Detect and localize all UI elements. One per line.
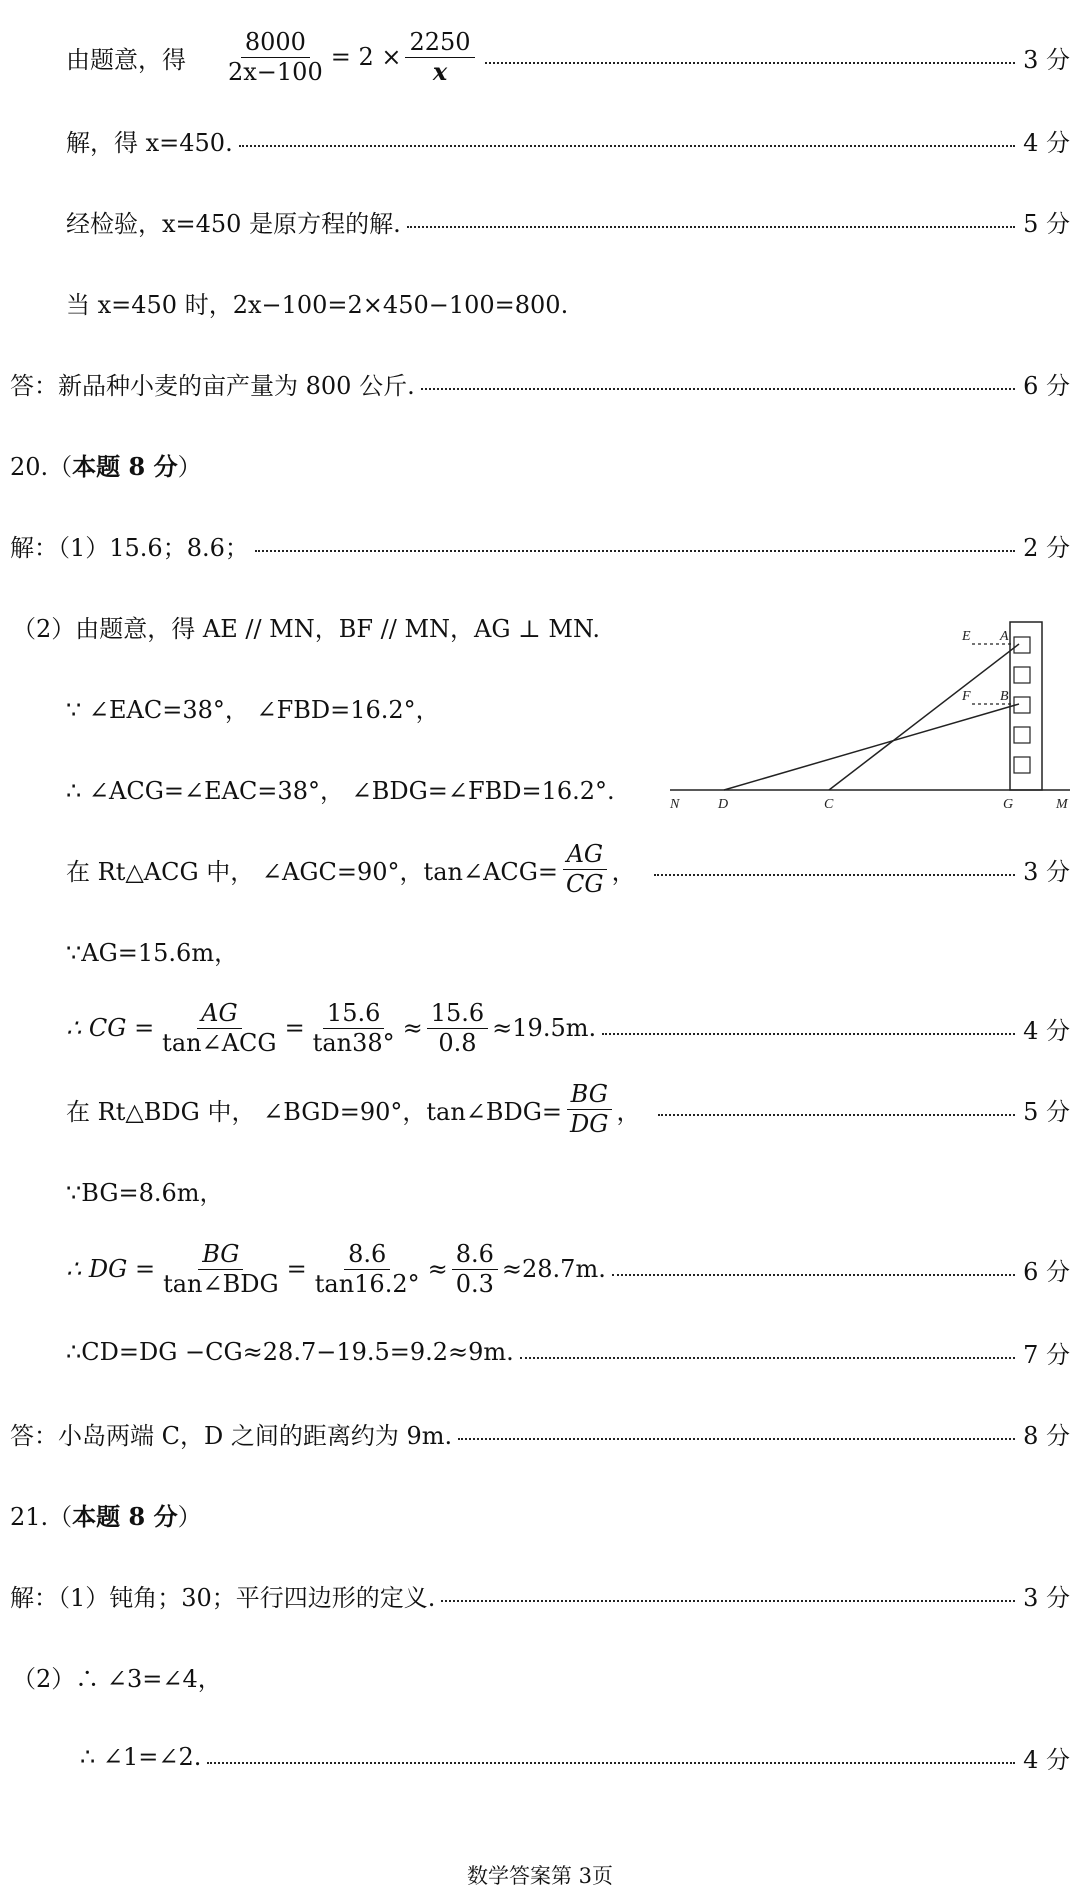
equation-middle: = 2 ×: [330, 43, 402, 71]
leader-dots: [612, 1274, 1015, 1276]
leader-dots: [239, 145, 1015, 147]
answer-line-4: [66, 284, 568, 320]
score-label: 3 分: [1023, 857, 1070, 886]
score-label: 6 分: [1023, 371, 1070, 400]
approx-sign: ≈: [427, 1255, 448, 1283]
line-text: 在 Rt△BDG 中， ∠BGD=90°，tan∠BDG=: [66, 1097, 563, 1126]
fraction: $\frac{2250}{x}$: [405, 28, 474, 87]
equation-lead: ∴ CG =: [66, 1014, 155, 1042]
line-text: 经检验，x=450 是原方程的解.: [66, 209, 401, 238]
line-text: （2）∴ ∠3=∠4，: [12, 1664, 222, 1693]
line-text: ∴ ∠ACG=∠EAC=38°， ∠BDG=∠FBD=16.2°.: [66, 776, 615, 805]
line-tail: ≈28.7m.: [501, 1255, 606, 1283]
line-ac: [829, 644, 1019, 790]
line-text: 答：新品种小麦的亩产量为 800 公斤.: [10, 371, 415, 400]
label-d: D: [718, 797, 729, 812]
equation-lead: ∴ DG =: [66, 1255, 156, 1283]
answer-line-11: [66, 932, 238, 968]
figure-svg: [662, 612, 1072, 812]
answer-line-1: [66, 22, 1070, 92]
question-title: 本题 8 分: [72, 1501, 178, 1531]
leader-dots: [458, 1438, 1015, 1440]
score-label: 5 分: [1023, 209, 1070, 238]
leader-dots: [654, 874, 1016, 876]
window: [1014, 727, 1030, 743]
label-a: A: [1000, 629, 1009, 644]
line-text: 当 x=450 时，2x−100=2×450−100=800.: [66, 290, 569, 319]
label-b: B: [1000, 689, 1009, 704]
fraction: $\frac{8000}{2x-100}$: [228, 27, 323, 86]
leader-dots: [441, 1600, 1015, 1602]
question-20-heading: [10, 446, 202, 482]
line-text: ∵ ∠EAC=38°， ∠FBD=16.2°，: [66, 695, 440, 724]
window: [1014, 757, 1030, 773]
leader-dots: [658, 1114, 1015, 1116]
answer-line-10: [66, 834, 1070, 904]
answer-line-3: [66, 203, 1070, 239]
page-footer: 数学答案第 3页: [466, 1864, 614, 1888]
fraction: $\frac{AG}{\text{tan∠ACG}}$: [162, 998, 277, 1057]
fraction: $\frac{8.6}{0.3}$: [452, 1240, 498, 1299]
fraction: $\frac{15.6}{\tan 38^\circ}$: [312, 998, 395, 1057]
answer-line-7: [12, 608, 600, 644]
leader-dots: [602, 1033, 1015, 1035]
answer-line-16: [66, 1334, 1070, 1370]
score-label: 3 分: [1023, 1583, 1070, 1612]
equals-sign: =: [284, 1014, 305, 1042]
bracket-close: ）: [177, 1502, 202, 1531]
score-label: 5 分: [1023, 1097, 1070, 1126]
score-label: 4 分: [1023, 128, 1070, 157]
score-label: 4 分: [1023, 1016, 1070, 1045]
line-text: 解：（1）15.6；8.6；: [10, 533, 249, 562]
answer-line-19: [12, 1658, 222, 1694]
line-text: ∴CD=DG −CG≈28.7−19.5=9.2≈9m.: [66, 1338, 514, 1366]
leader-dots: [207, 1762, 1015, 1764]
leader-dots: [485, 62, 1016, 64]
line-tail: ≈19.5m.: [492, 1014, 597, 1042]
score-label: 8 分: [1023, 1421, 1070, 1450]
leader-dots: [421, 388, 1015, 390]
leader-dots: [255, 550, 1015, 552]
line-text: 解，得 x=450.: [66, 128, 233, 157]
fraction: $\frac{BG}{\text{tan∠BDG}}$: [163, 1239, 279, 1298]
question-number: 20.（: [10, 452, 73, 481]
approx-sign: ≈: [402, 1014, 423, 1042]
bracket-close: ）: [177, 452, 202, 481]
fraction: $\frac{15.6}{0.8}$: [427, 999, 488, 1058]
line-tail: ，: [616, 1097, 641, 1126]
label-n: N: [670, 797, 680, 812]
leader-dots: [407, 226, 1015, 228]
fraction: $\frac{AG}{CG}$: [562, 840, 608, 899]
line-text: 在 Rt△ACG 中， ∠AGC=90°，tan∠ACG=: [66, 857, 559, 886]
fraction: $\frac{BG}{DG}$: [566, 1080, 612, 1139]
question-title: 本题 8 分: [72, 451, 178, 481]
label-g: G: [1003, 797, 1014, 812]
answer-line-8: [66, 689, 440, 725]
answer-line-20: [80, 1739, 1070, 1775]
label-e: E: [962, 629, 971, 644]
line-text: ∵BG=8.6m，: [66, 1178, 224, 1207]
line-text: 解：（1）钝角；30；平行四边形的定义.: [10, 1583, 436, 1612]
equals-sign: =: [286, 1255, 307, 1283]
line-text: ∴ ∠1=∠2.: [80, 1743, 202, 1771]
score-label: 4 分: [1023, 1745, 1070, 1774]
line-text: （2）由题意，得 AE // MN，BF // MN，AG ⊥ MN.: [12, 614, 601, 643]
score-label: 3 分: [1023, 45, 1070, 74]
question-number: 21.（: [10, 1502, 73, 1531]
answer-line-13: [66, 1074, 1070, 1144]
geometry-figure: [662, 612, 1072, 812]
window: [1014, 637, 1030, 653]
answer-line-15: [66, 1234, 1070, 1304]
answer-line-5: [10, 365, 1070, 401]
answer-line-9: [66, 770, 615, 806]
answer-line-17: [10, 1415, 1070, 1451]
label-c: C: [824, 797, 834, 812]
score-label: 7 分: [1023, 1340, 1070, 1369]
score-label: 6 分: [1023, 1257, 1070, 1286]
line-text: 由题意，得: [66, 45, 186, 74]
fraction: $\frac{8.6}{\tan 16.2^\circ}$: [314, 1239, 420, 1298]
score-label: 2 分: [1023, 533, 1070, 562]
window: [1014, 667, 1030, 683]
answer-line-18: [10, 1577, 1070, 1613]
label-f: F: [962, 689, 971, 704]
line-bd: [724, 704, 1019, 790]
leader-dots: [520, 1357, 1015, 1359]
line-text: ∵AG=15.6m，: [66, 938, 239, 967]
question-21-heading: [10, 1496, 202, 1532]
line-tail: ，: [611, 857, 636, 886]
answer-line-12: [66, 993, 1070, 1063]
line-text: 答：小岛两端 C，D 之间的距离约为 9m.: [10, 1421, 453, 1450]
answer-line-6: [10, 527, 1070, 563]
answer-line-2: [66, 122, 1070, 158]
answer-line-14: [66, 1172, 224, 1208]
label-m: M: [1056, 797, 1068, 812]
